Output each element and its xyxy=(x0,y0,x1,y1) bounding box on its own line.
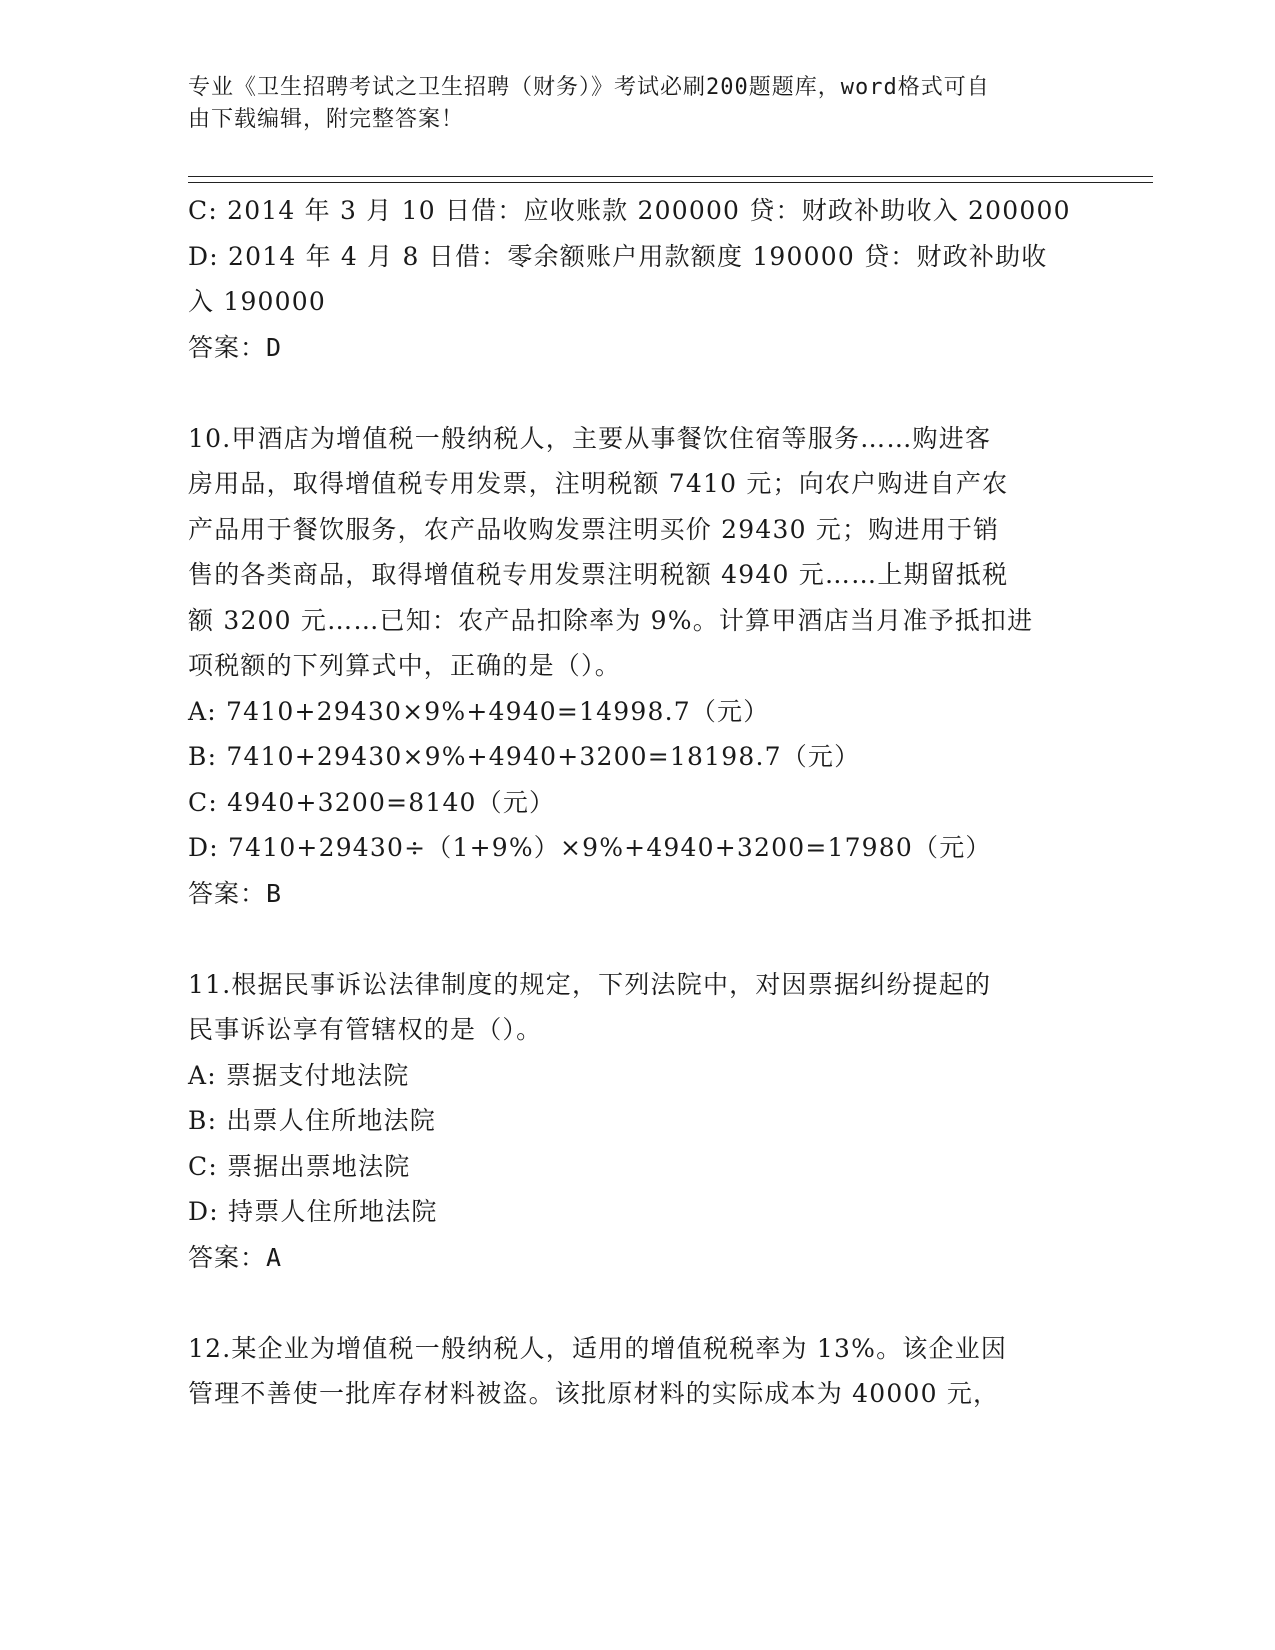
question-line: 项税额的下列算式中，正确的是（）。 xyxy=(188,651,621,680)
document-body xyxy=(188,188,1083,1417)
question-line: 管理不善使一批库存材料被盗。该批原材料的实际成本为 40000 元， xyxy=(188,1379,1000,1408)
option-line: D: 持票人住所地法院 xyxy=(188,1197,438,1226)
question-block xyxy=(188,416,1083,917)
question-line: 民事诉讼享有管辖权的是（）。 xyxy=(188,1015,543,1044)
block-gap xyxy=(188,916,1083,962)
block-gap xyxy=(188,370,1083,416)
question-line: 售的各类商品，取得增值税专用发票注明税额 4940 元……上期留抵税 xyxy=(188,560,1009,589)
question-block xyxy=(188,188,1083,370)
option-line: C: 4940+3200=8140（元） xyxy=(188,787,556,817)
header-line-1: 专业《卫生招聘考试之卫生招聘（财务）》考试必刷200题题库，word格式可自 xyxy=(188,75,990,100)
question-line: 额 3200 元……已知：农产品扣除率为 9%。计算甲酒店当月准予抵扣进 xyxy=(188,605,1034,635)
question-line: 产品用于餐饮服务，农产品收购发票注明买价 29430 元；购进用于销 xyxy=(188,514,1000,544)
option-line: B: 7410+29430×9%+4940+3200=18198.7（元） xyxy=(188,742,861,771)
answer-line: 答案：A xyxy=(188,1242,283,1272)
option-line: C: 票据出票地法院 xyxy=(188,1151,411,1181)
question-line: 房用品，取得增值税专用发票，注明税额 7410 元；向农户购进自产农 xyxy=(188,469,1009,498)
header-divider-bottom xyxy=(188,182,1153,183)
option-line: D: 7410+29430÷（1+9%）×9%+4940+3200=17980（元） xyxy=(188,833,992,862)
question-line: 10.甲酒店为增值税一般纳税人，主要从事餐饮住宿等服务……购进客 xyxy=(188,423,992,453)
question-line: C: 2014 年 3 月 10 日借：应收账款 200000 贷：财政补助收入 200000 xyxy=(188,196,1071,225)
question-line: 入 190000 xyxy=(188,287,326,316)
option-line: A: 7410+29430×9%+4940=14998.7（元） xyxy=(188,696,770,726)
document-header xyxy=(188,72,1068,136)
answer-line: 答案：D xyxy=(188,332,283,362)
header-line-2: 由下载编辑，附完整答案！ xyxy=(188,107,465,132)
option-line: A: 票据支付地法院 xyxy=(188,1060,410,1090)
question-line: D: 2014 年 4 月 8 日借：零余额账户用款额度 190000 贷：财政补助收 xyxy=(188,241,1048,271)
option-line: B: 出票人住所地法院 xyxy=(188,1106,436,1135)
block-gap xyxy=(188,1280,1083,1326)
question-block xyxy=(188,962,1083,1281)
answer-line: 答案：B xyxy=(188,878,283,908)
question-block xyxy=(188,1326,1083,1417)
question-line: 11.根据民事诉讼法律制度的规定，下列法院中，对因票据纠纷提起的 xyxy=(188,969,992,999)
header-divider-top xyxy=(188,176,1153,177)
question-line: 12.某企业为增值税一般纳税人，适用的增值税税率为 13%。该企业因 xyxy=(188,1333,1008,1363)
